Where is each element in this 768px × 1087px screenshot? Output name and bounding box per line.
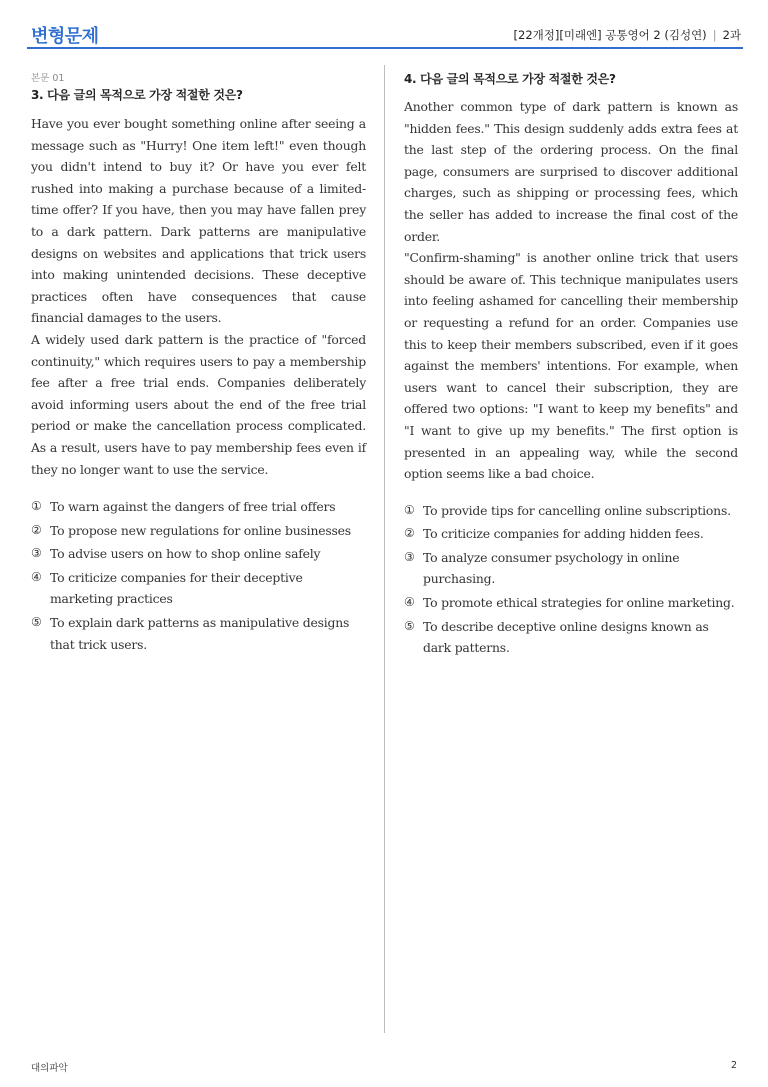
answer-choice[interactable] bbox=[404, 500, 738, 522]
choice-number: ④ bbox=[404, 595, 415, 610]
footer-publisher: 대의파악 bbox=[31, 1063, 68, 1074]
passage-paragraph: A widely used dark pattern is the practice of "forced continuity," which requires users to pay a membership fee after a free trial ends. Companies deliberately avoid informing users about the end of the free trial period or make the cancellation process complicated. As a result, users have to pay membership fees even if they no longer want to use the service. bbox=[31, 331, 366, 477]
choice-text: To criticize companies for adding hidden fees. bbox=[423, 526, 704, 542]
choice-number: ① bbox=[31, 499, 42, 514]
answer-choice[interactable] bbox=[31, 496, 366, 518]
right-column bbox=[404, 70, 738, 661]
choice-text: To promote ethical strategies for online marketing. bbox=[423, 595, 735, 611]
header-textbook-info bbox=[514, 27, 741, 43]
choice-number: ⑤ bbox=[404, 618, 415, 633]
choice-text: To criticize companies for their deceptive marketing practices bbox=[50, 569, 303, 607]
answer-choice[interactable] bbox=[31, 520, 366, 542]
choice-number: ② bbox=[31, 522, 42, 537]
choice-text: To warn against the dangers of free trial offers bbox=[50, 499, 336, 515]
choice-number: ⑤ bbox=[31, 615, 42, 630]
choice-text: To describe deceptive online designs known as dark patterns. bbox=[423, 618, 709, 656]
question-3-passage bbox=[31, 113, 366, 480]
question-4-passage bbox=[404, 96, 738, 485]
question-3-choices bbox=[31, 496, 366, 655]
question-4-choices bbox=[404, 500, 738, 659]
question-4-title: 4. 다음 글의 목적으로 가장 적절한 것은? bbox=[404, 72, 616, 86]
choice-number: ③ bbox=[404, 549, 415, 564]
passage-paragraph: Have you ever bought something online after seeing a message such as "Hurry! One item left!" even though you didn't intend to buy it? Or have you ever felt rushed into making a purchase because of a limited-time offer? If you have, then you may have fallen prey to a dark pattern. Dark patterns are manipulative designs on websites and applications that trick users into making unintended decisions. These deceptive practices often have consequences that cause financial damages to the users. bbox=[31, 116, 366, 326]
choice-number: ③ bbox=[31, 546, 42, 561]
answer-choice[interactable] bbox=[404, 592, 738, 614]
choice-number: ① bbox=[404, 502, 415, 517]
answer-choice[interactable] bbox=[31, 567, 366, 610]
question-3-title: 3. 다음 글의 목적으로 가장 적절한 것은? bbox=[31, 88, 243, 102]
page-header-title: 변형문제 bbox=[31, 26, 99, 47]
answer-choice[interactable] bbox=[404, 616, 738, 659]
page-number: 2 bbox=[730, 1060, 737, 1071]
passage-paragraph: Another common type of dark pattern is known as "hidden fees." This design suddenly adds extra fees at the last step of the ordering process. On the final page, consumers are surprised to discover additional charges, such as shipping or processing fees, which the seller has added to increase the final cost of the order. bbox=[404, 99, 738, 244]
choice-text: To provide tips for cancelling online subscriptions. bbox=[423, 502, 731, 518]
lesson-label: 2과 bbox=[722, 28, 741, 42]
choice-number: ② bbox=[404, 526, 415, 541]
answer-choice[interactable] bbox=[31, 612, 366, 655]
passage-paragraph: "Confirm-shaming" is another online trick that users should be aware of. This technique manipulates users into feeling ashamed for cancelling their membership or requesting a refund for an order. Companies use this to keep their members subscribed, even if it goes against the members' intentions. For example, when users want to cancel their subscription, they are offered two options: "I want to keep my benefits" and "I want to give up my benefits." The first option is presented in an appealing way, while the second option seems like a bad choice. bbox=[404, 250, 738, 482]
column-divider bbox=[384, 65, 385, 1033]
answer-choice[interactable] bbox=[404, 547, 738, 590]
answer-choice[interactable] bbox=[31, 543, 366, 565]
section-label: 본문 01 bbox=[31, 73, 65, 84]
header-separator: | bbox=[712, 28, 717, 42]
choice-text: To explain dark patterns as manipulative designs that trick users. bbox=[50, 615, 350, 652]
choice-text: To analyze consumer psychology in online purchasing. bbox=[423, 549, 680, 587]
left-column bbox=[31, 70, 366, 657]
answer-choice[interactable] bbox=[404, 523, 738, 545]
choice-text: To advise users on how to shop online safely bbox=[50, 546, 321, 562]
choice-text: To propose new regulations for online businesses bbox=[50, 522, 351, 538]
textbook-name: [22개정][미래엔] 공통영어 2 (김성연) bbox=[513, 28, 707, 42]
header-divider-line bbox=[27, 47, 743, 49]
choice-number: ④ bbox=[31, 569, 42, 584]
